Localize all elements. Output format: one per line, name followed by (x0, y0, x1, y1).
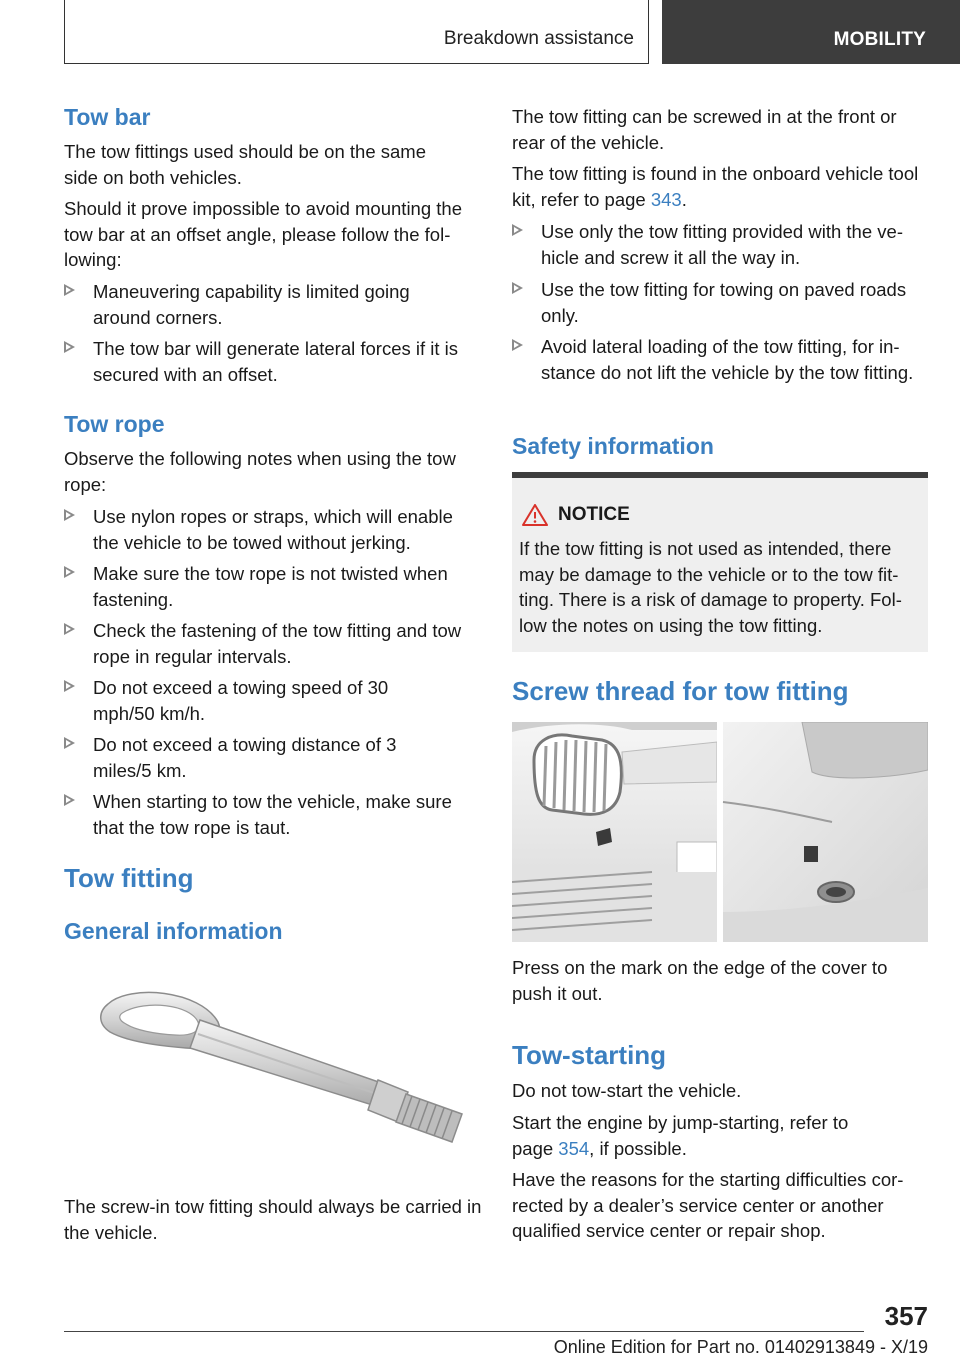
list-item: Use nylon ropes or straps, which will enable the vehicle to be towed without jerking. (64, 504, 482, 555)
tow-fitting-caption: The screw-in tow fitting should always be carried in the vehicle. (64, 1196, 482, 1243)
list-item: Check the fastening of the tow fitting and tow rope in regular intervals. (64, 618, 484, 669)
notice-body: If the tow fitting is not used as intended, there may be damage to the vehicle or to the tow fitting. There is a risk of damage to property. Follow the notes on using the tow fitting. (519, 538, 902, 636)
page-link-343[interactable]: 343 (650, 188, 682, 210)
bullet-triangle-icon (64, 794, 75, 806)
tow-starting-heading: Tow-starting (512, 1040, 667, 1070)
header-chapter-label: MOBILITY (833, 29, 926, 50)
list-item: Use the tow fitting for towing on paved roads only. (512, 277, 928, 328)
tow-bar-paragraph-1: The tow fittings used should be on the same side on both vehicles. (64, 141, 426, 188)
list-item: Do not exceed a towing speed of 30 mph/50 km/h. (64, 675, 404, 726)
tow-rope-paragraph: Observe the following notes when using the tow rope: (64, 448, 456, 495)
list-item: When starting to tow the vehicle, make sure that the tow rope is taut. (64, 789, 482, 840)
header-section-box (64, 0, 649, 64)
screw-thread-caption: Press on the mark on the edge of the cover to push it out. (512, 957, 888, 1004)
tow-rope-heading: Tow rope (64, 411, 165, 437)
bullet-triangle-icon (64, 509, 75, 521)
notice-title: NOTICE (558, 504, 630, 525)
list-item: Do not exceed a towing distance of 3 miles/5 km. (64, 732, 424, 783)
screw-thread-heading: Screw thread for tow fitting (512, 676, 849, 706)
safety-information-heading: Safety information (512, 433, 714, 459)
header-chapter-tab (662, 0, 960, 64)
general-information-heading: General information (64, 918, 283, 944)
tow-starting-paragraph-2: Start the engine by jump-starting, refer to page 354, if possible. (512, 1112, 849, 1159)
list-item: The tow bar will generate lateral forces if it is secured with an offset. (64, 336, 482, 387)
notice-box (512, 472, 928, 652)
list-item: Use only the tow fitting provided with the vehicle and screw it all the way in. (512, 219, 928, 270)
footer-edition: Online Edition for Part no. 01402913849 - X/19 (553, 1337, 928, 1357)
page-number: 357 (884, 1301, 928, 1331)
bullet-triangle-icon (512, 282, 523, 294)
tow-starting-paragraph-1: Do not tow-start the vehicle. (512, 1080, 742, 1101)
page-link-354[interactable]: 354 (558, 1137, 590, 1159)
tow-starting-paragraph-3: Have the reasons for the starting difficulties corrected by a dealer’s service center or another qualified service center or repair shop. (512, 1169, 904, 1241)
bullet-triangle-icon (64, 284, 75, 296)
list-item: Avoid lateral loading of the tow fitting, for instance do not lift the vehicle by the tow fitting. (512, 334, 922, 385)
bullet-triangle-icon (512, 224, 523, 236)
car-front-rear-illustration (512, 722, 928, 942)
right-paragraph-2: The tow fitting is found in the onboard vehicle tool kit, refer to page 343. (512, 163, 919, 210)
right-paragraph-1: The tow fitting can be screwed in at the front or rear of the vehicle. (512, 106, 897, 153)
footer-divider (64, 1331, 864, 1332)
bullet-triangle-icon (64, 566, 75, 578)
bullet-triangle-icon (64, 680, 75, 692)
tow-bar-paragraph-2: Should it prove impossible to avoid mounting the tow bar at an offset angle, please follow the following: (64, 198, 462, 270)
bullet-triangle-icon (64, 737, 75, 749)
bullet-triangle-icon (64, 341, 75, 353)
bullet-triangle-icon (64, 623, 75, 635)
tow-fitting-heading: Tow fitting (64, 863, 194, 893)
header-section-title: Breakdown assistance (443, 28, 634, 49)
tow-fitting-illustration (90, 982, 470, 1152)
tow-bar-heading: Tow bar (64, 104, 151, 130)
bullet-triangle-icon (512, 339, 523, 351)
list-item: Make sure the tow rope is not twisted when fastening. (64, 561, 482, 612)
warning-triangle-icon (522, 504, 548, 526)
list-item: Maneuvering capability is limited going around corners. (64, 279, 464, 330)
